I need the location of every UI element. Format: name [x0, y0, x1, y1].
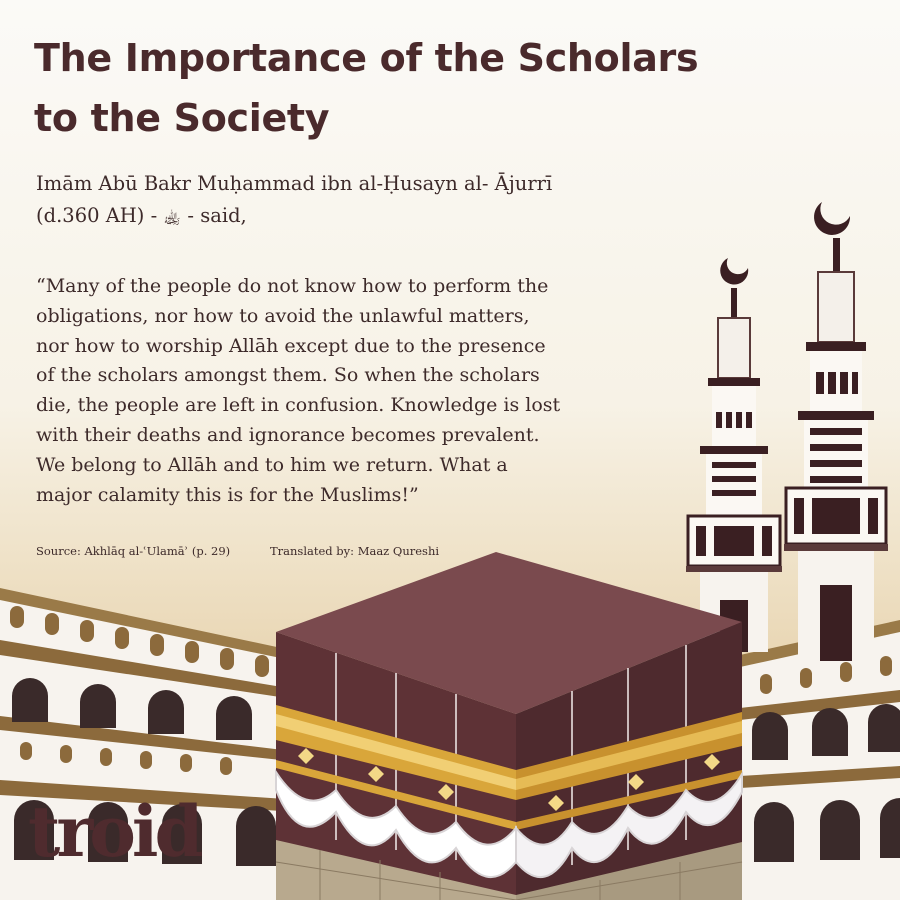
- title-line-2: to the Society: [34, 96, 330, 140]
- quote-line: of the scholars amongst them. So when the scholars: [36, 364, 540, 387]
- quote-line: with their deaths and ignorance becomes prevalent.: [36, 423, 540, 446]
- attribution-line-2: (d.360 AH) - ﵀ - said,: [36, 204, 247, 227]
- minaret-right: [784, 202, 888, 661]
- quote-text: [36, 272, 696, 510]
- quote-line: We belong to Allāh and to him we return. What a: [36, 453, 508, 476]
- right-arcade: [740, 620, 900, 900]
- quote-line: major calamity this is for the Muslims!”: [36, 483, 419, 506]
- quote-line: die, the people are left in confusion. Knowledge is lost: [36, 394, 561, 417]
- kaaba: [276, 552, 742, 900]
- crescent-icon: [814, 202, 850, 235]
- quote-line: “Many of the people do not know how to perform the: [36, 275, 549, 297]
- source-citation: Source: Akhlāq al-ʿUlamāʾ (p. 29): [36, 544, 231, 558]
- attribution: [36, 168, 676, 232]
- attribution-line-1: Imām Abū Bakr Muḥammad ibn al-Ḥusayn al- Ājurrī: [36, 172, 553, 195]
- quote-line: nor how to worship Allāh except due to the presence: [36, 334, 546, 357]
- translator-credit: Translated by: Maaz Qureshi: [270, 544, 440, 558]
- page-title: [34, 28, 754, 148]
- quote-line: obligations, nor how to avoid the unlawful matters,: [36, 304, 530, 327]
- minaret-left: [686, 258, 782, 652]
- title-line-1: The Importance of the Scholars: [34, 36, 699, 80]
- troid-logo: troid: [28, 790, 200, 873]
- crescent-icon: [720, 258, 748, 285]
